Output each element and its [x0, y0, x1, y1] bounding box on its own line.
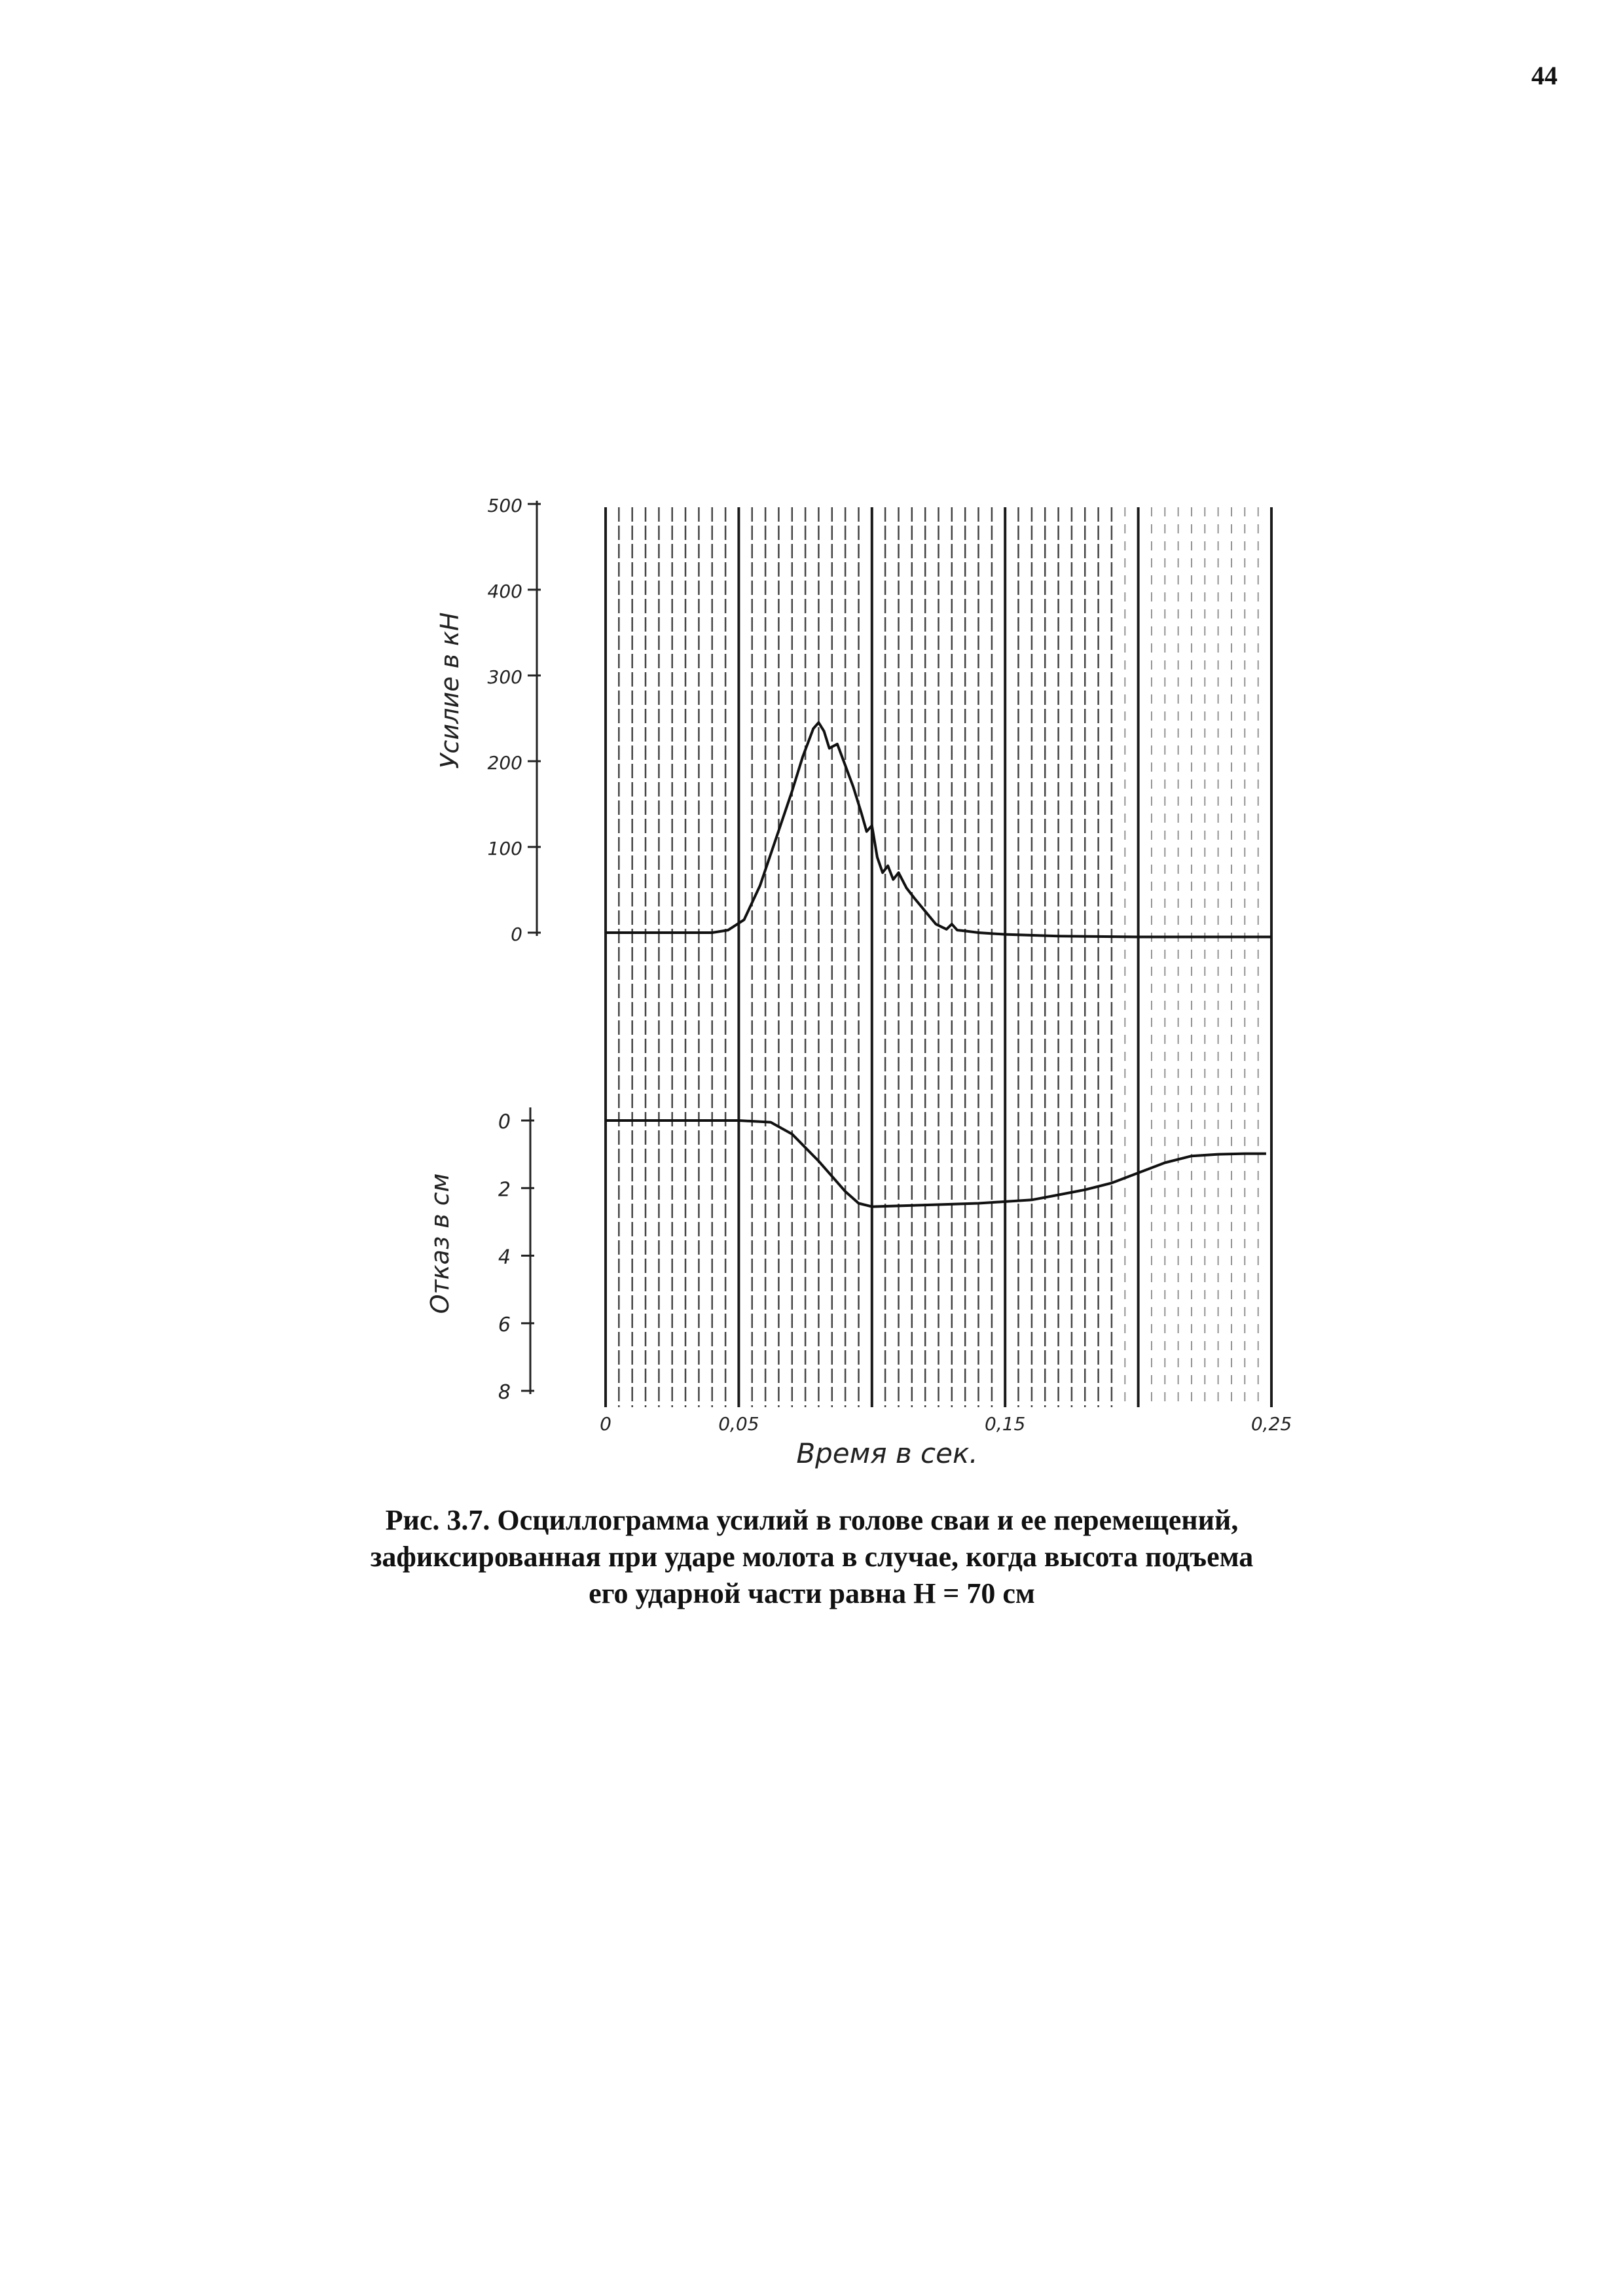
force-y-tick-label: 200: [487, 752, 522, 774]
time-tick-label: 0: [600, 1413, 611, 1435]
caption-line-3: его ударной части равна H = 70 см: [589, 1577, 1035, 1609]
settlement-series-line: [606, 1121, 1266, 1207]
time-tick-label: 0,05: [718, 1413, 759, 1435]
time-tick-label: 0,25: [1250, 1413, 1292, 1435]
settlement-axis-label: Отказ в см: [426, 1173, 454, 1314]
chart-axes: [488, 495, 1292, 1435]
settlement-y-tick-label: 8: [498, 1381, 511, 1404]
settlement-y-tick-label: 4: [498, 1246, 511, 1269]
caption-line-1: Рис. 3.7. Осциллограмма усилий в голове сваи и ее перемещений,: [385, 1504, 1239, 1536]
force-axis-label: Усилие в кН: [435, 612, 464, 769]
settlement-y-tick-label: 0: [498, 1111, 511, 1134]
settlement-y-tick-label: 2: [498, 1178, 511, 1202]
page-number: 44: [1531, 61, 1558, 90]
force-y-tick-label: 400: [487, 581, 522, 602]
time-axis-label: Время в сек.: [796, 1437, 978, 1469]
force-y-tick-label: 0: [511, 924, 522, 945]
settlement-y-tick-label: 6: [498, 1313, 511, 1336]
force-y-tick-label: 500: [487, 495, 522, 516]
figure-caption: [262, 1502, 1362, 1612]
time-tick-label: 0,15: [985, 1413, 1026, 1435]
force-y-tick-label: 100: [487, 838, 522, 859]
force-y-tick-label: 300: [487, 666, 522, 688]
vertical-time-grid: [606, 507, 1271, 1407]
caption-line-2: зафиксированная при ударе молота в случае, когда высота подъема: [370, 1541, 1254, 1573]
